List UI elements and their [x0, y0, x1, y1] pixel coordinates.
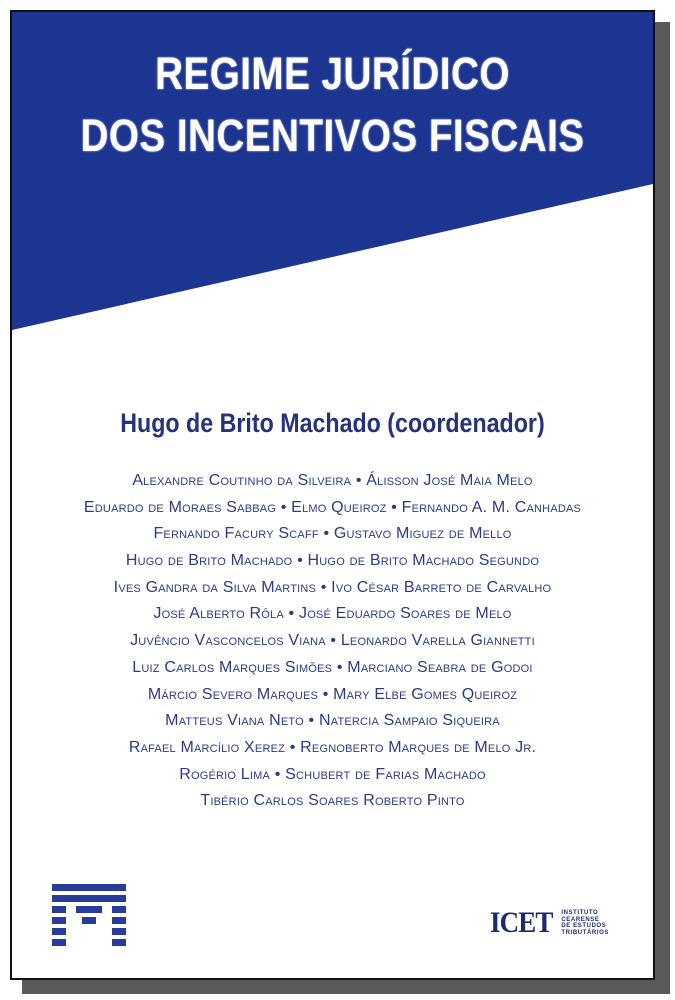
author-line: Luiz Carlos Marques Simões • Marciano Seabra de Godoi	[132, 658, 533, 676]
author-line: Alexandre Coutinho da Silveira • Álisson José Maia Melo	[132, 472, 533, 489]
author-line: Fernando Facury Scaff • Gustavo Miguez de Mello	[153, 525, 512, 543]
icet-sub-line: DE ESTUDOS	[561, 923, 607, 929]
author-line: Ives Gandra da Silva Martins • Ivo César Barreto de Carvalho	[113, 578, 552, 596]
icet-logo-subtitle	[561, 910, 609, 936]
author-line: Márcio Severo Marques • Mary Elbe Gomes Queiroz	[147, 685, 518, 703]
book-cover	[10, 10, 655, 980]
coordinator-name: Hugo de Brito Machado (coordenador)	[120, 408, 545, 438]
icet-logo	[490, 908, 609, 938]
author-line: José Alberto Rôla • José Eduardo Soares de Melo	[153, 605, 512, 623]
title-line-1: REGIME JURÍDICO	[155, 48, 510, 99]
icet-sub-line: TRIBUTÁRIOS	[561, 929, 609, 936]
title-line-2: DOS INCENTIVOS FISCAIS	[80, 110, 585, 161]
author-line: Matteus Viana Neto • Natercia Sampaio Siqueira	[165, 712, 500, 730]
icet-sub-line: CEARENSE	[561, 916, 600, 923]
author-list	[12, 468, 653, 815]
author-line: Eduardo de Moraes Sabbag • Elmo Queiroz • Fernando A. M. Canhadas	[83, 498, 582, 516]
icet-sub-line: INSTITUTO	[561, 910, 599, 916]
m-logo-icon	[52, 884, 126, 946]
author-line: Hugo de Brito Machado • Hugo de Brito Machado Segundo	[125, 552, 540, 570]
author-line: Tibério Carlos Soares Roberto Pinto	[200, 792, 465, 810]
author-line: Rogério Lima • Schubert de Farias Machado	[179, 765, 486, 783]
icet-logo-word: ICET	[490, 906, 553, 939]
author-line: Juvêncio Vasconcelos Viana • Leonardo Varella Giannetti	[130, 632, 535, 650]
author-line: Rafael Marcílio Xerez • Regnoberto Marques de Melo Jr.	[128, 738, 537, 756]
